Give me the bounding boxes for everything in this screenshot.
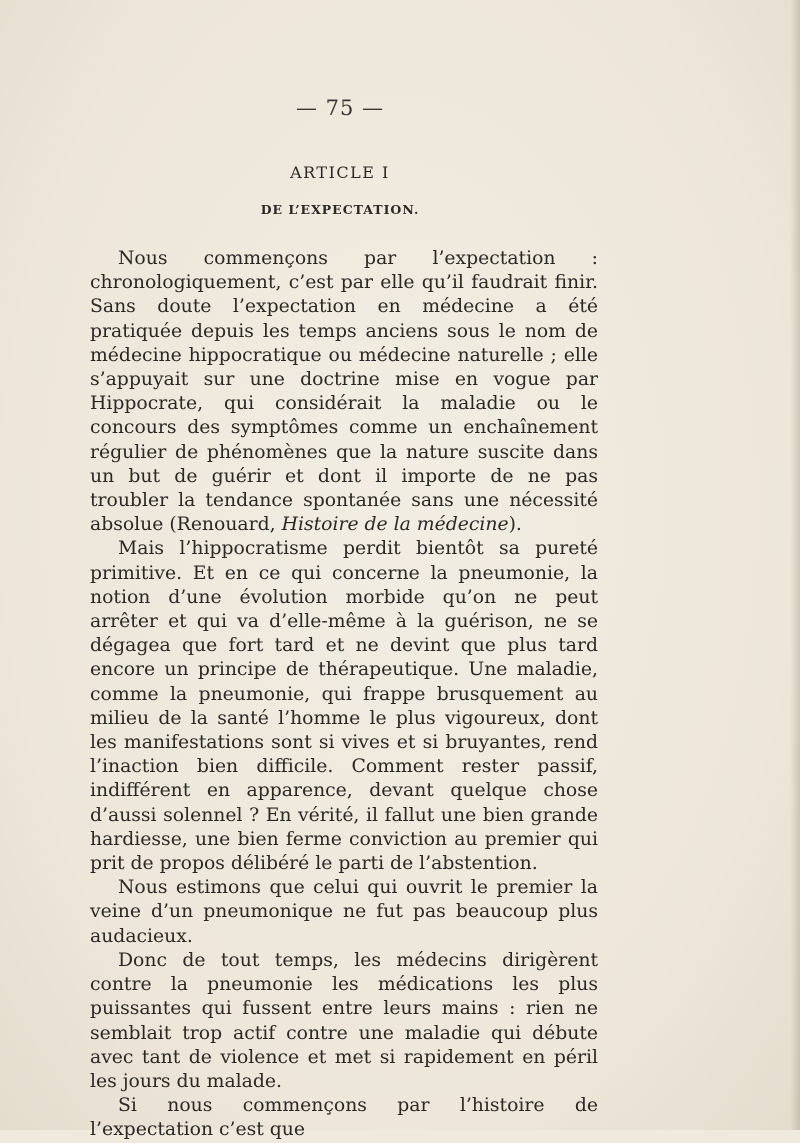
paragraph-3: Nous estimons que celui qui ouvrit le premier la veine d’un pneumonique ne fut pas beaucoup plus audacieux. bbox=[90, 877, 598, 947]
paragraph-2: Mais l’hippocratisme perdit bientôt sa pureté primitive. Et en ce qui concerne la pneumonie, la notion d’une évolution morbide qu’on ne peut arrêter et qui va d’elle-même à la guérison, ne se dégagea que fort tard et ne devint que plus tard encore un principe de thérapeutique. Une maladie, comme la pneumonie, qui frappe brusquement au milieu de la santé l’homme le plus vigoureux, dont les manifestations sont si vives et si bruyantes, rend l’inaction bien difficile. Comment rester passif, indifférent en apparence, devant quelque chose d’aussi solennel ? En vérité, il fallut une bien grande hardiesse, une bien ferme conviction au premier qui prit de propos délibéré le parti de l’abstention. bbox=[90, 538, 598, 875]
paragraph-4: Donc de tout temps, les médecins dirigèrent contre la pneumonie les médications les plus puissantes qui fussent entre leurs mains : rien ne semblait trop actif contre une maladie qui débute avec tant de violence et met si rapidement en péril les jours du malade. bbox=[90, 949, 598, 1092]
page-number: — 75 — bbox=[295, 96, 385, 120]
paragraph-1-end: ). bbox=[508, 514, 522, 536]
article-subtitle: DE L’EXPECTATION. bbox=[260, 202, 420, 217]
body-text bbox=[90, 247, 598, 1143]
paragraph-1-text: Nous commençons par l’expectation : chronologiquement, c’est par elle qu’il faudrait finir. Sans doute l’expectation en médecine a été pratiquée depuis les temps anciens sous le nom de médecine hippocratique ou médecine naturelle ; elle s’appuyait sur une doctrine mise en vogue par Hippocrate, qui considérait la maladie ou le concours des symptômes comme un enchaînement régulier de phénomènes que la nature suscite dans un but de guérir et dont il importe de ne pas troubler la tendance spontanée sans une nécessité absolue (Renouard, bbox=[90, 248, 598, 536]
paragraph-1-italic-title: Histoire de la médecine bbox=[281, 514, 509, 536]
paragraph-5: Si nous commençons par l’histoire de l’expectation c’est que bbox=[90, 1095, 598, 1141]
paragraph-1 bbox=[90, 247, 598, 537]
page-edge-shadow bbox=[790, 0, 800, 1130]
article-title: ARTICLE I bbox=[290, 163, 390, 182]
